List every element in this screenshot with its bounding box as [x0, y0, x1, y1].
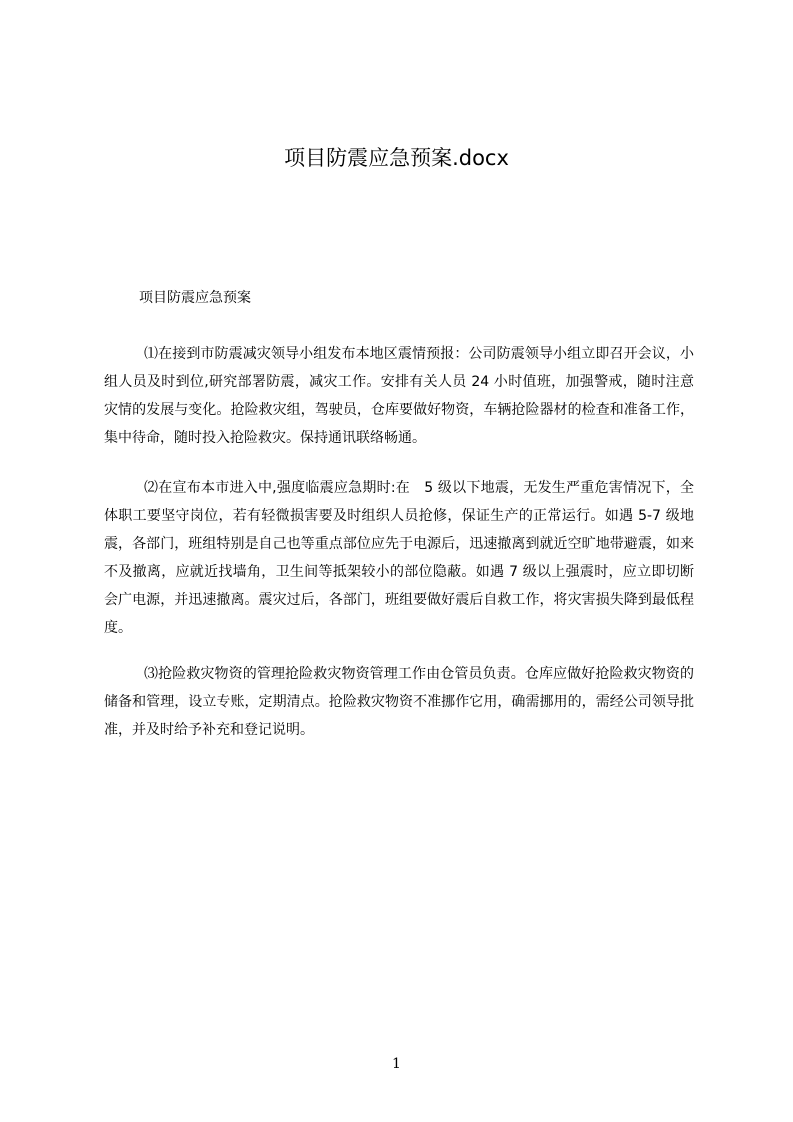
page-number: 1 [392, 1056, 401, 1072]
paragraph-1: ⑴在接到市防震减灾领导小组发布本地区震情预报：公司防震领导小组立即召开会议，小组人员及时到位,研究部署防震，减灾工作。安排有关人员 24 小时值班，加强警戒，随时注意灾情的发展与变化。抢险救灾组，驾驶员，仓库要做好物资，车辆抢险器材的检查和准备工作，集中待命，随时投入抢险救灾。保持通讯联络畅通。 [104, 346, 694, 446]
document-subtitle: 项目防震应急预案 [139, 290, 251, 306]
document-title: 项目防震应急预案.docx [284, 146, 509, 170]
paragraph-3: ⑶抢险救灾物资的管理抢险救灾物资管理工作由仓管员负责。仓库应做好抢险救灾物资的储备和管理，设立专账，定期清点。抢险救灾物资不准挪作它用，确需挪用的，需经公司领导批准，并及时给予补充和登记说明。 [104, 666, 694, 738]
paragraph-2: ⑵在宣布本市进入中,强度临震应急期时:在 5 级以下地震，无发生严重危害情况下，全体职工要坚守岗位，若有轻微损害要及时组织人员抢修，保证生产的正常运行。如遇 5-7 级地震，各部门，班组特别是自己也等重点部位应先于电源后，迅速撤离到就近空旷地带避震，如来不及撤离，应就近找墙角，卫生间等抵架较小的部位隐蔽。如遇 7 级以上强震时，应立即切断会广电源，并迅速撤离。震灾过后，各部门，班组要做好震后自救工作，将灾害损失降到最低程度。 [104, 480, 694, 636]
